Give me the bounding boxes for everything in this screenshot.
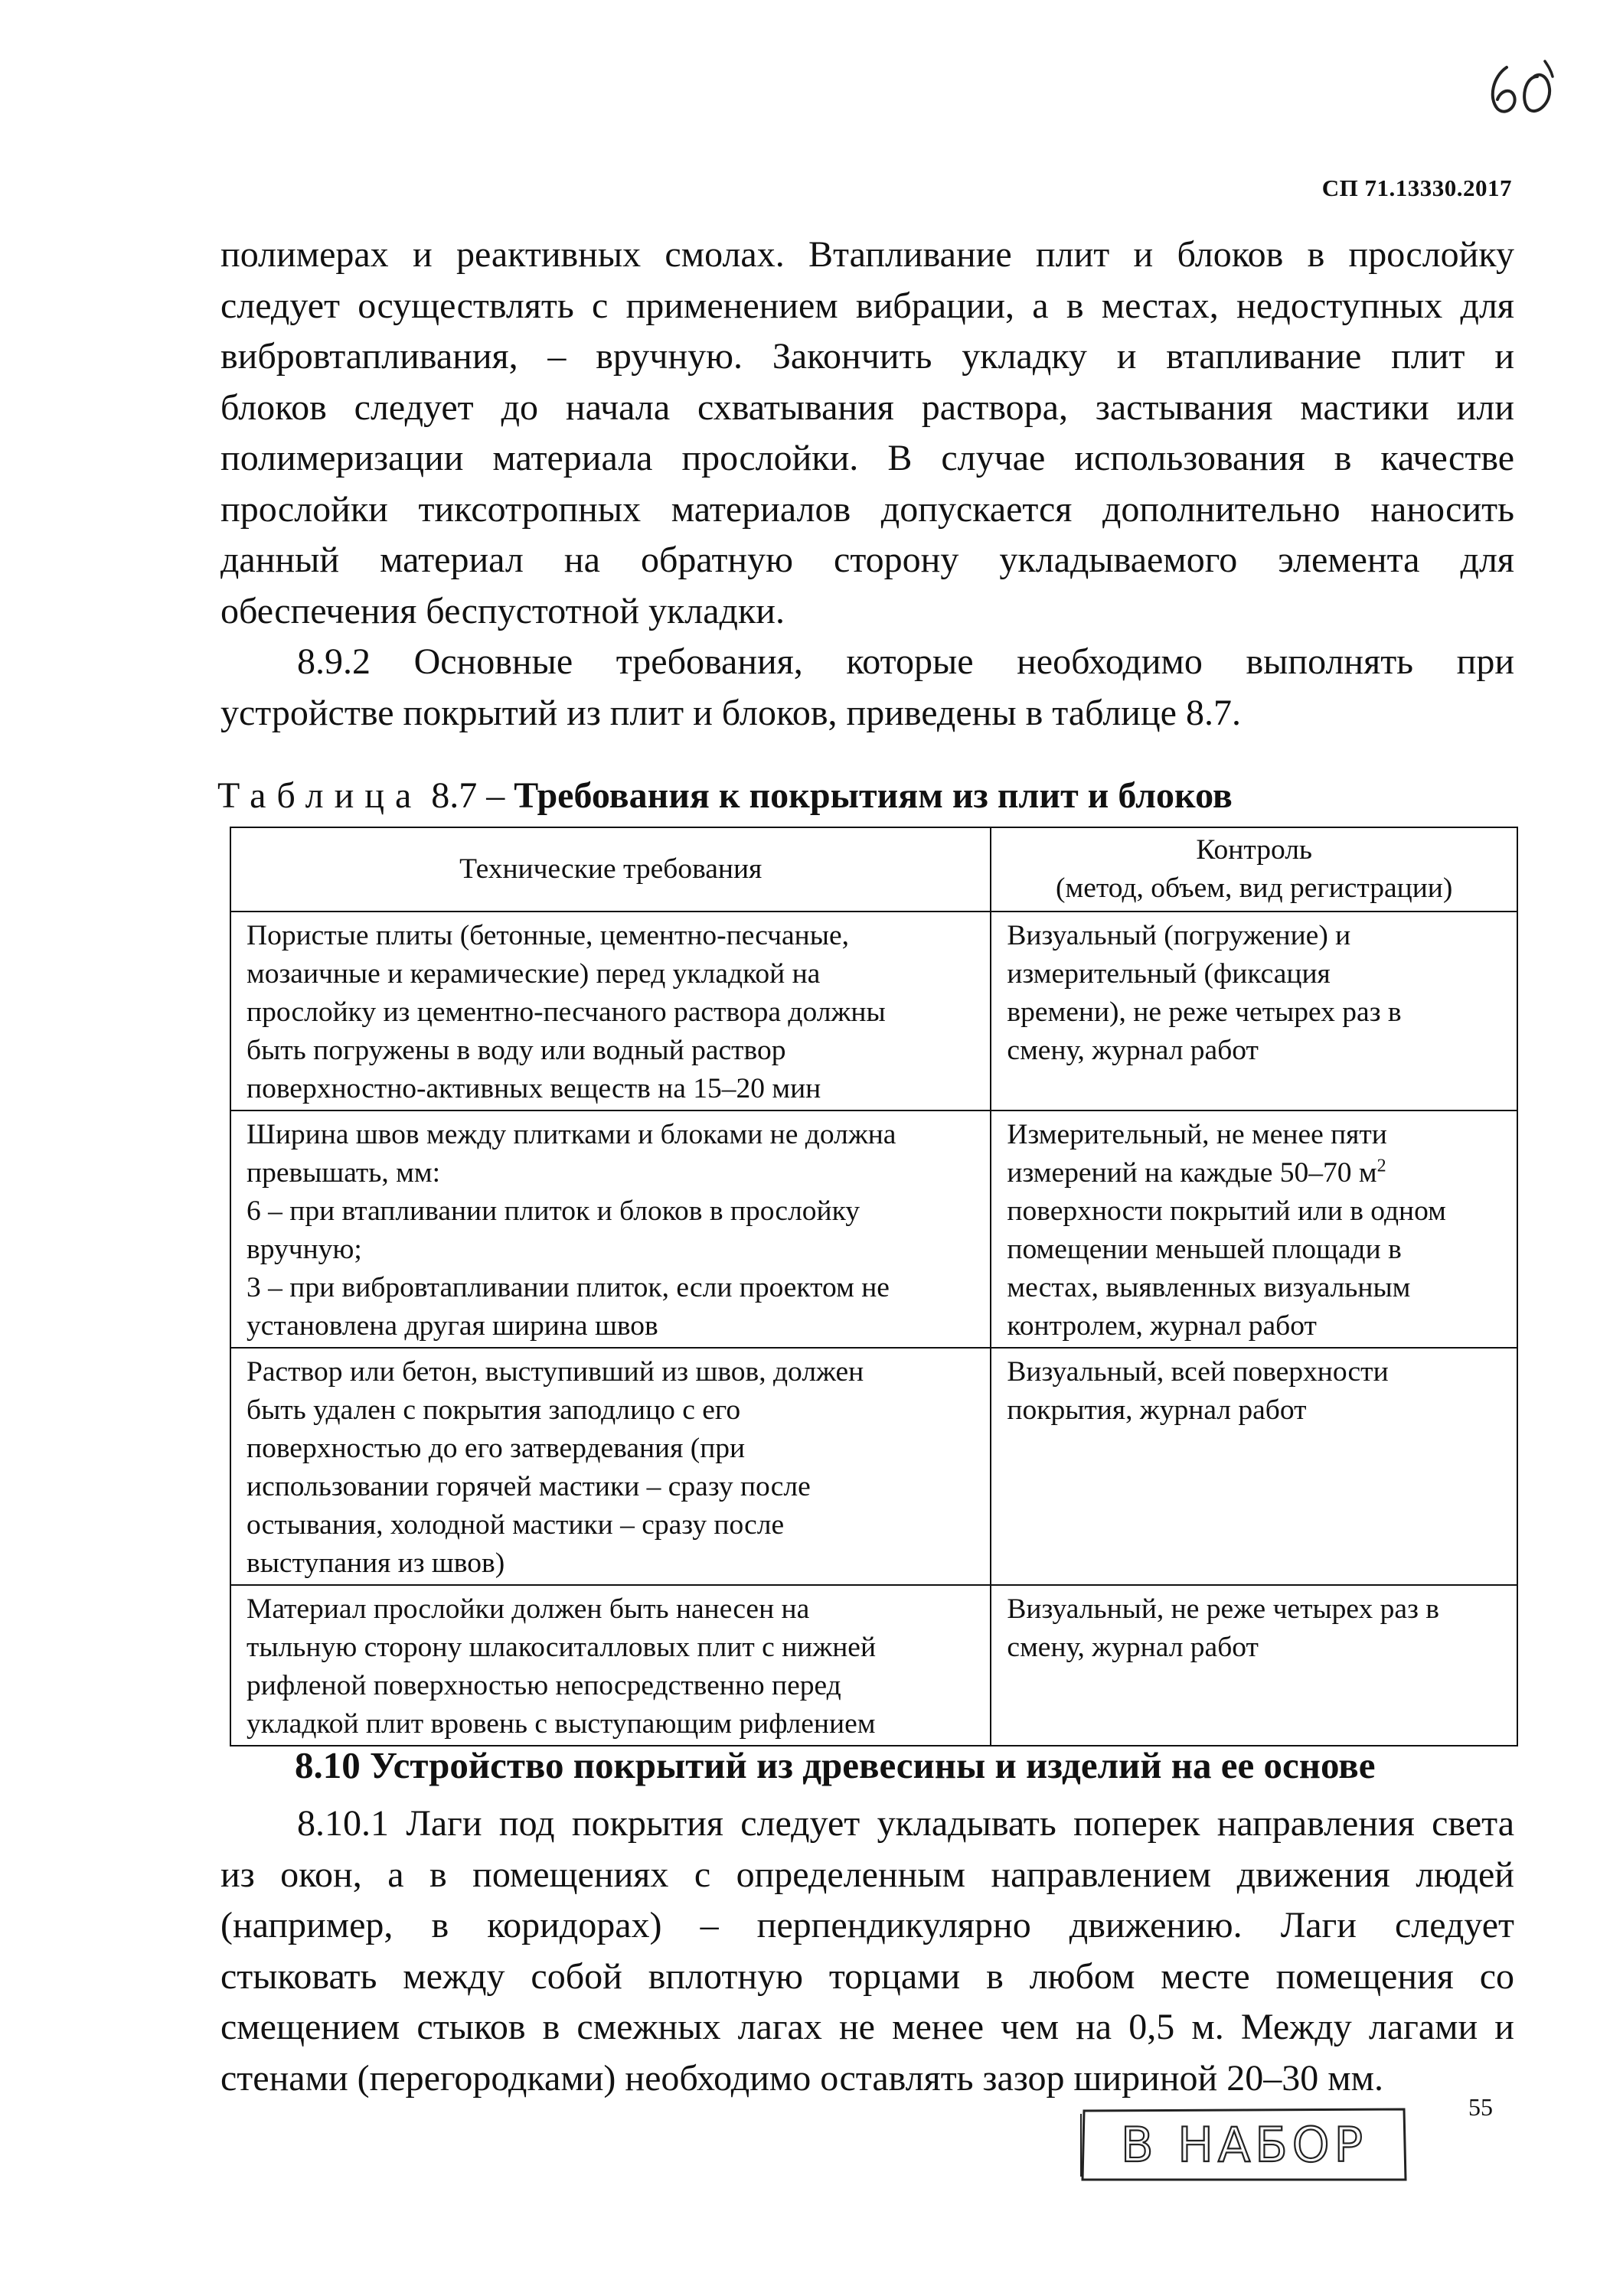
requirement-cell (230, 1348, 991, 1585)
cell-line: Раствор или бетон, выступивший из швов, должен (247, 1356, 864, 1388)
text-line: 8.10.1 Лаги под покрытия следует укладывать поперек направления света (297, 1803, 1514, 1844)
cell-line: измерительный (фиксация (1007, 958, 1331, 990)
table-header-row (230, 827, 1517, 912)
cell-line: превышать, мм: (247, 1157, 441, 1189)
cell-line: Измерительный, не менее пяти (1007, 1119, 1387, 1150)
cell-line (1007, 1154, 1501, 1192)
header-control (991, 827, 1517, 912)
stamp (1079, 2106, 1409, 2183)
cell-line: быть погружены в воду или водный раствор (247, 1035, 786, 1066)
text-line: стыковать между собой вплотную торцами в любом месте помещения со (220, 1955, 1514, 1997)
document-code: СП 71.13330.2017 (1321, 174, 1512, 201)
table-row (230, 1110, 1517, 1348)
cell-line-text: измерений на каждые 50–70 м (1007, 1157, 1377, 1189)
text-line: блоков следует до начала схватывания раствора, застывания мастики или (220, 386, 1514, 428)
table-caption-title: Требования к покрытиям из плит и блоков (514, 775, 1233, 816)
cell-line: поверхности покрытий или в одном (1007, 1195, 1446, 1227)
text-line: (например, в коридорах) – перпендикулярно движению. Лаги следует (220, 1905, 1514, 1945)
table-caption-dash: – (477, 775, 514, 816)
cell-line: 6 – при втапливании плиток и блоков в прослойку (247, 1195, 860, 1227)
cell-line: 3 – при вибровтапливании плиток, если проектом не (247, 1272, 890, 1303)
cell-line: смену, журнал работ (1007, 1632, 1259, 1663)
handwritten-page-number (1478, 54, 1569, 122)
text-line: данный материал на обратную сторону укладываемого элемента для (220, 540, 1514, 580)
requirement-cell (230, 1585, 991, 1746)
table-caption-label: Таблица (217, 775, 423, 816)
cell-line: смену, журнал работ (1007, 1035, 1259, 1066)
paragraph-8-10-1 (220, 1799, 1514, 2104)
superscript: 2 (1376, 1156, 1386, 1176)
control-cell (991, 1348, 1517, 1585)
cell-line: времени), не реже четырех раз в (1007, 996, 1402, 1028)
cell-line: поверхностно-активных веществ на 15–20 мин (247, 1073, 821, 1104)
text-line: обеспечения беспустотной укладки. (220, 590, 785, 631)
stamp-text: В НАБОР (1121, 2117, 1367, 2173)
cell-line: выступания из швов) (247, 1548, 505, 1579)
requirement-cell (230, 1110, 991, 1348)
table-row (230, 1585, 1517, 1746)
table-row (230, 1348, 1517, 1585)
header-control-title: Контроль (1196, 834, 1313, 866)
cell-line: установлена другая ширина швов (247, 1310, 658, 1342)
requirements-table (230, 827, 1518, 1746)
cell-line: укладкой плит вровень с выступающим рифлением (247, 1708, 876, 1740)
cell-line: вручную; (247, 1234, 362, 1265)
cell-line: контролем, журнал работ (1007, 1310, 1317, 1342)
cell-line: рифленой поверхностью непосредственно перед (247, 1670, 841, 1701)
cell-line: Материал прослойки должен быть нанесен на (247, 1593, 810, 1625)
requirement-cell (230, 912, 991, 1110)
cell-line: использовании горячей мастики – сразу после (247, 1471, 811, 1502)
paragraph-continuation (220, 230, 1514, 637)
table-caption (217, 773, 1233, 819)
section-heading: 8.10 Устройство покрытий из древесины и изделий на ее основе (295, 1744, 1376, 1786)
text-line: 8.9.2 Основные требования, которые необходимо выполнять при (297, 641, 1514, 682)
control-cell (991, 1110, 1517, 1348)
control-cell (991, 912, 1517, 1110)
cell-line: Ширина швов между плитками и блоками не должна (247, 1119, 896, 1150)
cell-line: поверхностью до его затвердевания (при (247, 1433, 746, 1464)
table-caption-number: 8.7 (431, 775, 478, 816)
cell-line: тыльную сторону шлакоситалловых плит с нижней (247, 1632, 877, 1663)
text-line: вибровтапливания, – вручную. Закончить укладку и втапливание плит и (220, 336, 1514, 377)
cell-line: Визуальный, всей поверхности (1007, 1356, 1389, 1388)
cell-line: быть удален с покрытия заподлицо с его (247, 1394, 741, 1426)
header-technical-requirements: Технические требования (230, 827, 991, 912)
text-line: смещением стыков в смежных лагах не менее чем на 0,5 м. Между лагами и (220, 2007, 1514, 2047)
cell-line: Визуальный, не реже четырех раз в (1007, 1593, 1439, 1625)
cell-line: местах, выявленных визуальным (1007, 1272, 1411, 1303)
cell-line: покрытия, журнал работ (1007, 1394, 1307, 1426)
page-number: 55 (1468, 2093, 1493, 2121)
text-line: следует осуществлять с применением вибрации, а в местах, недоступных для (220, 285, 1514, 326)
cell-line: помещении меньшей площади в (1007, 1234, 1402, 1265)
header-control-subtitle: (метод, объем, вид регистрации) (1056, 872, 1453, 904)
table-row (230, 912, 1517, 1110)
text-line: стенами (перегородками) необходимо оставлять зазор шириной 20–30 мм. (220, 2057, 1383, 2099)
text-line: из окон, а в помещениях с определенным направлением движения людей (220, 1854, 1514, 1895)
paragraph-8-9-2 (220, 637, 1514, 739)
text-line: устройстве покрытий из плит и блоков, приведены в таблице 8.7. (220, 692, 1241, 733)
control-cell (991, 1585, 1517, 1746)
cell-line: прослойку из цементно-песчаного раствора должны (247, 996, 886, 1028)
cell-line: Пористые плиты (бетонные, цементно-песчаные, (247, 920, 849, 951)
cell-line: Визуальный (погружение) и (1007, 920, 1351, 951)
cell-line: мозаичные и керамические) перед укладкой на (247, 958, 821, 990)
text-line: прослойки тиксотропных материалов допускается дополнительно наносить (220, 488, 1514, 530)
text-line: полимерах и реактивных смолах. Втапливание плит и блоков в прослойку (220, 234, 1514, 275)
cell-line: остывания, холодной мастики – сразу после (247, 1509, 785, 1541)
text-line: полимеризации материала прослойки. В случае использования в качестве (220, 438, 1514, 478)
